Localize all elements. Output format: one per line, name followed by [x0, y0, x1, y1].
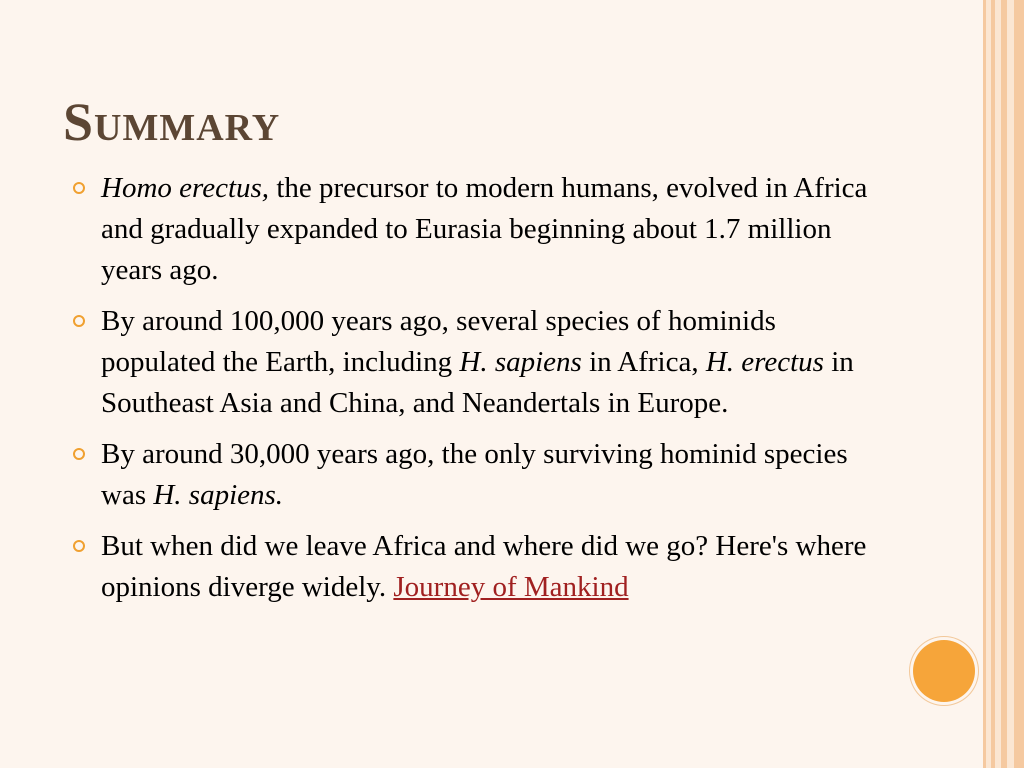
bullet-text: But when did we leave Africa and where did we go? Here's where opinions diverge widely.: [101, 530, 867, 603]
journey-of-mankind-link[interactable]: Journey of Mankind: [393, 571, 629, 603]
bullet-ring-icon: [73, 182, 85, 194]
bullet-ring-icon: [73, 540, 85, 552]
bullet-item: [73, 434, 873, 516]
bullet-text: By around 30,000 years ago, the only surviving hominid species was: [101, 438, 848, 511]
bullet-text: in Southeast Asia and China, and Neandertals in Europe.: [101, 346, 854, 419]
bullet-text: in Africa,: [581, 346, 706, 378]
bullet-list: [73, 168, 873, 618]
bullet-text-italic: Homo erectus,: [101, 172, 270, 204]
bullet-item: [73, 301, 873, 424]
bullet-text-italic: H. sapiens: [459, 346, 582, 378]
slide-title: Summary: [63, 92, 281, 152]
decor-circle: [913, 640, 975, 702]
bullet-text: the precursor to modern humans, evolved in Africa and gradually expanded to Eurasia beginning about 1.7 million years ago.: [101, 172, 868, 286]
bullet-ring-icon: [73, 448, 85, 460]
bullet-text: By around 100,000 years ago, several species of hominids populated the Earth, including: [101, 305, 776, 378]
decor-stripe: [1007, 0, 1014, 768]
decor-stripe: [1014, 0, 1024, 768]
bullet-text-italic: H. sapiens.: [153, 479, 284, 511]
bullet-item: [73, 168, 873, 291]
bullet-text-italic: H. erectus: [705, 346, 824, 378]
bullet-item: [73, 526, 873, 608]
bullet-ring-icon: [73, 315, 85, 327]
